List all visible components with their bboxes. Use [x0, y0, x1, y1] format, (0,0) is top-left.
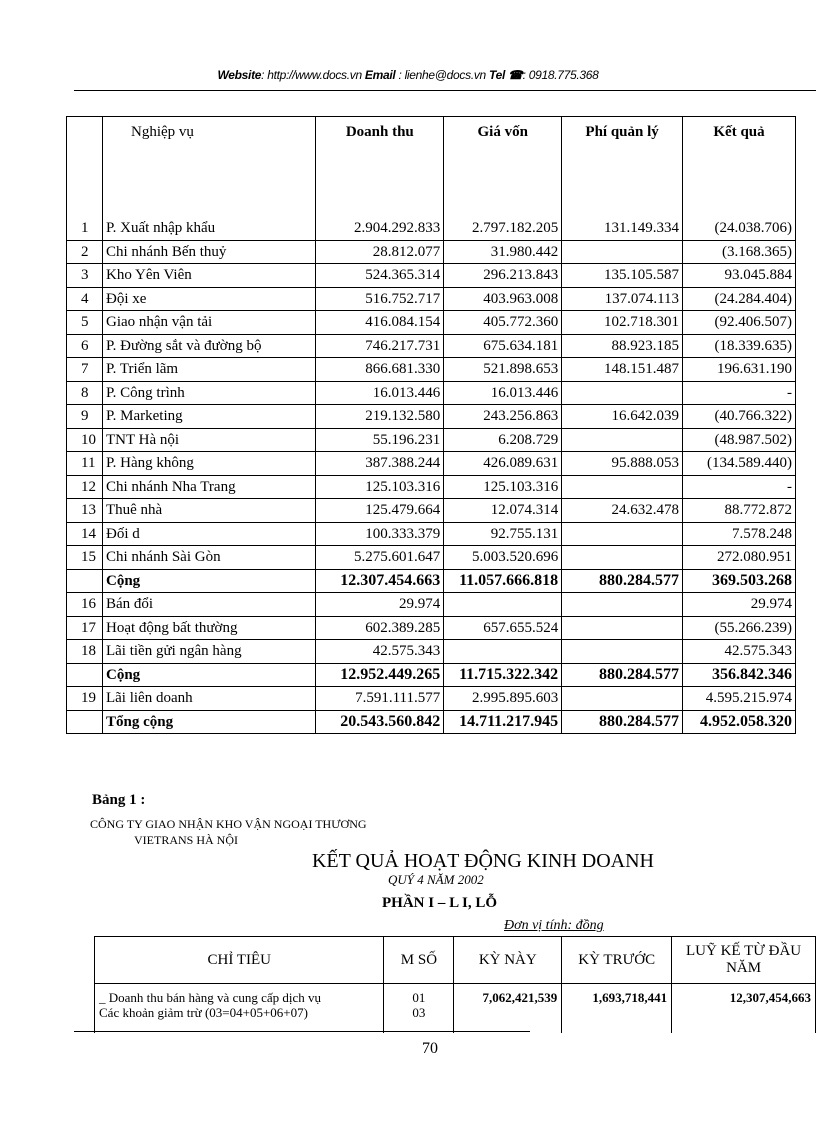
row-operation: P. Triển lãm	[102, 358, 315, 382]
table-row	[67, 217, 796, 240]
row-operation: Chi nhánh Nha Trang	[102, 475, 315, 499]
row-cost: 405.772.360	[444, 311, 562, 335]
sub-row-code-1: 01	[412, 990, 426, 1005]
business-results-table	[66, 116, 796, 734]
company-line-2: VIETRANS HÀ NỘI	[134, 833, 238, 847]
row-management-fee	[562, 640, 683, 664]
row-index: 10	[67, 428, 103, 452]
table-row	[67, 593, 796, 617]
report-quarter: QUÝ 4 NĂM 2002	[388, 872, 484, 887]
row-management-fee: 102.718.301	[562, 311, 683, 335]
row-result: 4.595.215.974	[683, 687, 796, 711]
sub-row	[95, 984, 816, 1034]
row-management-fee	[562, 616, 683, 640]
row-operation: P. Hàng không	[102, 452, 315, 476]
sub-header-code: M SỐ	[384, 937, 454, 984]
row-cost: 11.715.322.342	[444, 663, 562, 687]
row-index: 19	[67, 687, 103, 711]
row-operation: Chi nhánh Sài Gòn	[102, 546, 315, 570]
page-number: 70	[422, 1040, 438, 1057]
table-body	[67, 217, 796, 734]
table-row	[67, 687, 796, 711]
row-cost: 403.963.008	[444, 287, 562, 311]
row-index: 18	[67, 640, 103, 664]
sub-header-prev-period: KỲ TRƯỚC	[562, 937, 672, 984]
row-revenue: 12.952.449.265	[316, 663, 444, 687]
row-result: (134.589.440)	[683, 452, 796, 476]
website-label: Website	[217, 68, 262, 82]
row-result: 272.080.951	[683, 546, 796, 570]
row-index: 17	[67, 616, 103, 640]
row-cost	[444, 640, 562, 664]
row-revenue: 28.812.077	[316, 240, 444, 264]
row-operation: P. Xuất nhập khẩu	[102, 217, 315, 240]
row-cost: 243.256.863	[444, 405, 562, 429]
row-result: (92.406.507)	[683, 311, 796, 335]
row-cost: 675.634.181	[444, 334, 562, 358]
row-cost: 11.057.666.818	[444, 569, 562, 593]
row-cost: 12.074.314	[444, 499, 562, 523]
row-cost: 426.089.631	[444, 452, 562, 476]
website-value: : http://www.docs.vn	[261, 68, 362, 82]
row-cost: 296.213.843	[444, 264, 562, 288]
row-result: (40.766.322)	[683, 405, 796, 429]
row-index: 2	[67, 240, 103, 264]
row-revenue: 416.084.154	[316, 311, 444, 335]
row-revenue: 125.103.316	[316, 475, 444, 499]
sub-row-labels	[95, 984, 384, 1034]
header-cost: Giá vốn	[444, 117, 562, 218]
table-header-row	[67, 117, 796, 218]
sub-row-label-2: Các khoản giảm trừ (03=04+05+06+07)	[99, 1005, 308, 1020]
row-revenue: 602.389.285	[316, 616, 444, 640]
row-operation: Đội xe	[102, 287, 315, 311]
table-row	[67, 710, 796, 734]
row-management-fee: 137.074.113	[562, 287, 683, 311]
sub-row-label-1: _ Doanh thu bán hàng và cung cấp dịch vụ	[99, 990, 322, 1005]
row-result: (24.038.706)	[683, 217, 796, 240]
row-index: 16	[67, 593, 103, 617]
row-index: 14	[67, 522, 103, 546]
row-management-fee: 148.151.487	[562, 358, 683, 382]
row-cost: 657.655.524	[444, 616, 562, 640]
table-row	[67, 287, 796, 311]
currency-unit: Đơn vị tính: đồng	[504, 918, 604, 933]
row-result: 7.578.248	[683, 522, 796, 546]
row-operation: Tổng cộng	[102, 710, 315, 734]
table-row	[67, 475, 796, 499]
row-cost: 31.980.442	[444, 240, 562, 264]
row-management-fee: 880.284.577	[562, 710, 683, 734]
row-cost	[444, 593, 562, 617]
row-operation: Giao nhận vận tải	[102, 311, 315, 335]
row-result: 88.772.872	[683, 499, 796, 523]
tel-value: : 0918.775.368	[522, 68, 599, 82]
row-management-fee: 16.642.039	[562, 405, 683, 429]
row-management-fee	[562, 240, 683, 264]
row-revenue: 524.365.314	[316, 264, 444, 288]
row-management-fee	[562, 475, 683, 499]
row-operation: Lãi liên doanh	[102, 687, 315, 711]
row-revenue: 2.904.292.833	[316, 217, 444, 240]
table-row	[67, 311, 796, 335]
table-row	[67, 452, 796, 476]
sub-header-this-period: KỲ NÀY	[454, 937, 562, 984]
company-line-1: CÔNG TY GIAO NHẬN KHO VẬN NGOẠI THƯƠNG	[90, 817, 367, 831]
row-index: 1	[67, 217, 103, 240]
row-management-fee	[562, 546, 683, 570]
report-title: KẾT QUẢ HOẠT ĐỘNG KINH DOANH	[311, 850, 654, 872]
report-part: PHẦN I – L I, LỖ	[382, 895, 498, 911]
table-caption: Bảng 1 :	[92, 792, 146, 808]
table-row	[67, 663, 796, 687]
row-revenue: 866.681.330	[316, 358, 444, 382]
sub-header-ytd: LUỸ KẾ TỪ ĐẦU NĂM	[672, 937, 816, 984]
profit-loss-table	[94, 936, 816, 1033]
row-operation: P. Công trình	[102, 381, 315, 405]
row-operation: Lãi tiền gửi ngân hàng	[102, 640, 315, 664]
row-revenue: 746.217.731	[316, 334, 444, 358]
row-management-fee	[562, 593, 683, 617]
row-management-fee: 24.632.478	[562, 499, 683, 523]
row-management-fee	[562, 522, 683, 546]
row-index: 9	[67, 405, 103, 429]
row-index: 6	[67, 334, 103, 358]
sub-header-row	[95, 937, 816, 984]
row-revenue: 55.196.231	[316, 428, 444, 452]
row-revenue: 29.974	[316, 593, 444, 617]
row-operation: Đối d	[102, 522, 315, 546]
row-result: 42.575.343	[683, 640, 796, 664]
table-row	[67, 546, 796, 570]
header-revenue: Doanh thu	[316, 117, 444, 218]
row-revenue: 5.275.601.647	[316, 546, 444, 570]
table-row	[67, 405, 796, 429]
row-index: 13	[67, 499, 103, 523]
row-operation: Chi nhánh Bến thuỷ	[102, 240, 315, 264]
sub-row-code-2: 03	[412, 1005, 426, 1020]
row-result: (48.987.502)	[683, 428, 796, 452]
row-operation: Cộng	[102, 569, 315, 593]
row-result: 4.952.058.320	[683, 710, 796, 734]
email-label: Email	[364, 68, 396, 82]
row-revenue: 219.132.580	[316, 405, 444, 429]
row-revenue: 16.013.446	[316, 381, 444, 405]
header-management-fee: Phí quản lý	[562, 117, 683, 218]
header-rule	[74, 90, 816, 91]
row-result: 196.631.190	[683, 358, 796, 382]
row-operation: Cộng	[102, 663, 315, 687]
row-result: -	[683, 475, 796, 499]
row-result: (18.339.635)	[683, 334, 796, 358]
row-operation: Hoạt động bất thường	[102, 616, 315, 640]
row-result: (3.168.365)	[683, 240, 796, 264]
header-operation: Nghiệp vụ	[102, 117, 315, 218]
row-revenue: 42.575.343	[316, 640, 444, 664]
tel-label: Tel ☎	[488, 68, 523, 82]
page-header	[0, 68, 816, 82]
row-management-fee	[562, 381, 683, 405]
row-cost: 125.103.316	[444, 475, 562, 499]
row-management-fee: 135.105.587	[562, 264, 683, 288]
row-index: 4	[67, 287, 103, 311]
table-row	[67, 334, 796, 358]
sub-row-this-period: 7,062,421,539	[454, 984, 562, 1034]
company-name	[90, 816, 367, 848]
sub-row-prev-period: 1,693,718,441	[562, 984, 672, 1034]
table-row	[67, 358, 796, 382]
row-cost: 14.711.217.945	[444, 710, 562, 734]
row-management-fee: 95.888.053	[562, 452, 683, 476]
row-operation: Kho Yên Viên	[102, 264, 315, 288]
row-result: 356.842.346	[683, 663, 796, 687]
row-management-fee: 131.149.334	[562, 217, 683, 240]
row-cost: 2.797.182.205	[444, 217, 562, 240]
table-row	[67, 240, 796, 264]
header-index	[67, 117, 103, 218]
row-index: 3	[67, 264, 103, 288]
row-index: 12	[67, 475, 103, 499]
row-revenue: 12.307.454.663	[316, 569, 444, 593]
header-result: Kết quả	[683, 117, 796, 218]
footer-rule	[74, 1031, 530, 1032]
table-row	[67, 522, 796, 546]
table-row	[67, 616, 796, 640]
table-row	[67, 428, 796, 452]
row-cost: 92.755.131	[444, 522, 562, 546]
table-row	[67, 499, 796, 523]
row-revenue: 125.479.664	[316, 499, 444, 523]
row-result: 93.045.884	[683, 264, 796, 288]
row-cost: 6.208.729	[444, 428, 562, 452]
row-operation: P. Đường sắt và đường bộ	[102, 334, 315, 358]
sub-row-codes	[384, 984, 454, 1034]
row-management-fee: 880.284.577	[562, 569, 683, 593]
row-cost: 5.003.520.696	[444, 546, 562, 570]
row-revenue: 100.333.379	[316, 522, 444, 546]
table-row	[67, 640, 796, 664]
row-result: (24.284.404)	[683, 287, 796, 311]
row-index: 15	[67, 546, 103, 570]
row-operation: TNT Hà nội	[102, 428, 315, 452]
row-operation: Thuê nhà	[102, 499, 315, 523]
row-index	[67, 663, 103, 687]
row-operation: P. Marketing	[102, 405, 315, 429]
row-result: -	[683, 381, 796, 405]
row-cost: 16.013.446	[444, 381, 562, 405]
row-index: 8	[67, 381, 103, 405]
row-revenue: 7.591.111.577	[316, 687, 444, 711]
row-index: 7	[67, 358, 103, 382]
table-row	[67, 381, 796, 405]
sub-header-item: CHỈ TIÊU	[95, 937, 384, 984]
row-revenue: 516.752.717	[316, 287, 444, 311]
row-result: 29.974	[683, 593, 796, 617]
sub-row-ytd: 12,307,454,663	[672, 984, 816, 1034]
row-revenue: 20.543.560.842	[316, 710, 444, 734]
row-index: 5	[67, 311, 103, 335]
table-row	[67, 569, 796, 593]
row-revenue: 387.388.244	[316, 452, 444, 476]
row-result: (55.266.239)	[683, 616, 796, 640]
row-index	[67, 569, 103, 593]
email-value: : lienhe@docs.vn	[398, 68, 486, 82]
row-index	[67, 710, 103, 734]
row-index: 11	[67, 452, 103, 476]
table-row	[67, 264, 796, 288]
row-cost: 521.898.653	[444, 358, 562, 382]
row-management-fee	[562, 428, 683, 452]
row-operation: Bán đổi	[102, 593, 315, 617]
row-result: 369.503.268	[683, 569, 796, 593]
row-management-fee: 880.284.577	[562, 663, 683, 687]
row-cost: 2.995.895.603	[444, 687, 562, 711]
row-management-fee	[562, 687, 683, 711]
row-management-fee: 88.923.185	[562, 334, 683, 358]
